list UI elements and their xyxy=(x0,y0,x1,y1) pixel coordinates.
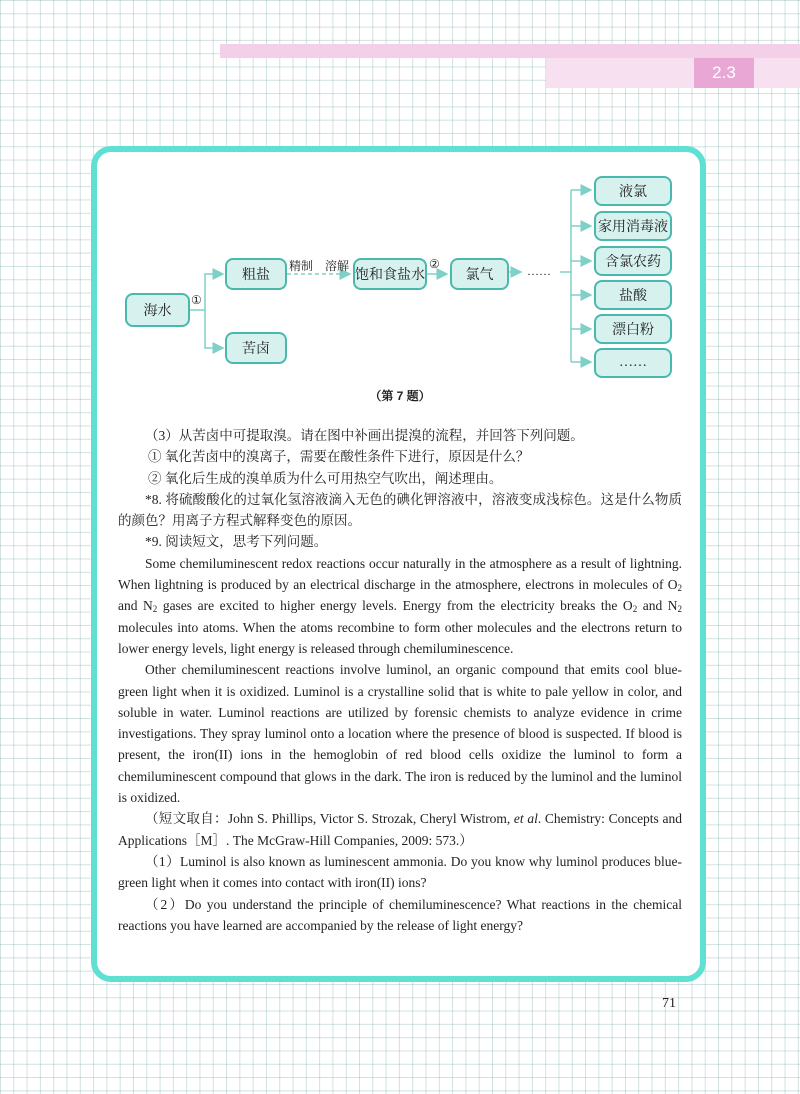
label-refine: 精制 xyxy=(289,259,314,273)
label-step1: ① xyxy=(191,293,202,307)
question-3: （3）从苦卤中可提取溴。请在图中补画出提溴的流程，并回答下列问题。 xyxy=(145,428,584,443)
question-8: *8. 将硫酸酸化的过氧化氢溶液滴入无色的碘化钾溶液中，溶液变成浅棕色。这是什么物质的颜色？用离子方程式解释变色的原因。 xyxy=(118,491,682,529)
node-seawater: 海水 xyxy=(125,293,190,327)
node-chlorine: 氯气 xyxy=(450,258,509,290)
label-dissolve: 溶解 xyxy=(325,259,350,273)
header-band xyxy=(220,44,800,58)
page-number: 71 xyxy=(662,996,676,1011)
node-saturated-brine: 饱和食盐水 xyxy=(353,258,427,290)
source-citation: （短文取自：John S. Phillips, Victor S. Strozak, Cheryl Wistrom, et al. Chemistry: Concepts and Applications［M］. The McGraw-Hill Companies, 2009: 573.） xyxy=(118,811,682,848)
node-crude-salt: 粗盐 xyxy=(225,258,287,290)
node-chlorine-pesticide: 含氯农药 xyxy=(594,246,672,276)
figure-caption: （第 7 题） xyxy=(369,389,431,403)
body-text xyxy=(118,425,682,936)
node-hydrochloric-acid: 盐酸 xyxy=(594,280,672,310)
node-bittern: 苦卤 xyxy=(225,332,287,364)
label-step2: ② xyxy=(429,257,440,271)
node-liquid-chlorine: 液氯 xyxy=(594,176,672,206)
passage-paragraph-2: Other chemiluminescent reactions involve luminol, an organic compound that emits cool blue-green light when it is oxidized. Luminol is a crystalline solid that is white to pale yellow in color, and soluble in water. Luminol reactions are utilized by forensic chemists to analyze evidence in crime investigations. They spray luminol onto a location where the presence of blood is suspected. If blood is present, the iron(II) ions in the hemoglobin of red blood cells oxidize the luminol to form a chemiluminescent compound that glows in the dark. The iron is reduced by the luminol and the luminol is oxidized. xyxy=(118,662,682,806)
edge-to-bittern xyxy=(205,310,223,348)
passage-paragraph-1: Some chemiluminescent redox reactions occur naturally in the atmosphere as a result of lightning. When lightning is produced by an electrical discharge in the atmosphere, electrons in molecules of $O_2$ and $N_2$ gases are excited to higher energy levels. Energy from the electricity breaks the $O_2$ and $N_2$ molecules into atoms. When the atoms recombine to form other molecules and the electrons return to lower energy levels, light energy is released through chemiluminescence. xyxy=(118,555,682,656)
sub-question-1: （1）Luminol is also known as luminescent ammonia. Do you know why luminol produces blue-green light when it comes into contact with iron(II) ions? xyxy=(118,853,682,891)
question-3-1: ① 氧化苦卤中的溴离子，需要在酸性条件下进行，原因是什么？ xyxy=(148,449,530,465)
flow-diagram xyxy=(125,172,681,380)
sub-question-2: （2）Do you understand the principle of chemiluminescence? What reactions in the chemical reactions you have learned are accompanied by the release of light energy? xyxy=(118,896,682,933)
node-disinfectant: 家用消毒液 xyxy=(594,211,672,241)
node-bleaching-powder: 漂白粉 xyxy=(594,314,672,344)
edge-to-crude-salt xyxy=(205,274,223,310)
question-3-2: ② 氧化后生成的溴单质为什么可用热空气吹出，阐述理由。 xyxy=(148,470,503,486)
label-ellipsis: …… xyxy=(527,264,551,278)
question-9: *9. 阅读短文，思考下列问题。 xyxy=(145,534,328,550)
header-band-lower xyxy=(546,58,800,88)
node-more-products: …… xyxy=(594,348,672,378)
section-number-tag: 2.3 xyxy=(694,58,754,88)
